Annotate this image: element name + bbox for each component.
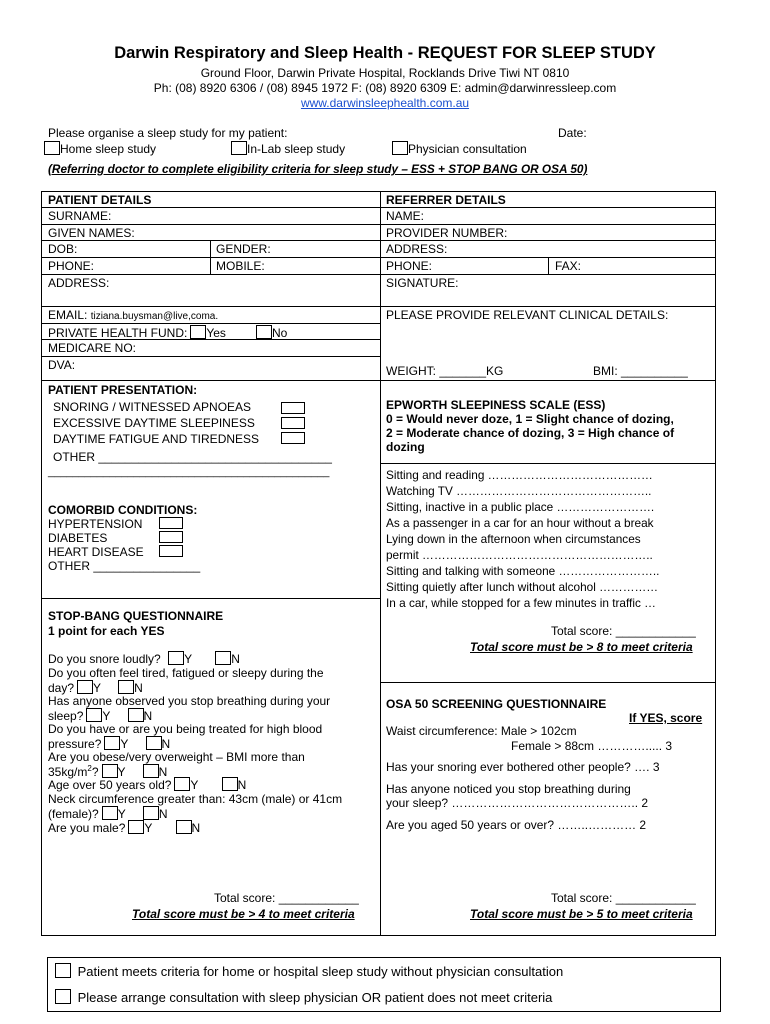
stopbang-heading: STOP-BANG QUESTIONNAIRE — [48, 609, 224, 623]
comorbid-heart-disease: HEART DISEASE — [48, 545, 144, 559]
home-study-label: Home sleep study — [60, 142, 157, 156]
ess-item: permit ………………………………………………….. — [386, 548, 653, 562]
health-fund-row — [48, 325, 287, 340]
option-physician-consultation[interactable] — [392, 141, 527, 156]
stopbang-q3-text: sleep? — [48, 709, 84, 723]
ess-item: As a passenger in a car for an hour without a break — [386, 516, 654, 530]
stopbang-q4-line1: Do you have or are you being treated for high blood — [48, 722, 323, 736]
q8-no-checkbox[interactable] — [176, 820, 192, 834]
ess-total-score-field[interactable]: Total score: ____________ — [551, 624, 696, 638]
osa-if-yes-label: If YES, score — [629, 711, 703, 725]
referrer-phone-field[interactable]: PHONE: — [386, 259, 433, 273]
no-label: N — [191, 821, 201, 835]
ess-item: Sitting quietly after lunch without alcohol …………… — [386, 580, 659, 594]
q5-no-checkbox[interactable] — [143, 764, 159, 778]
stopbang-q7-line1: Neck circumference greater than: 43cm (male) or 41cm — [48, 792, 343, 806]
referrer-name-field[interactable]: NAME: — [386, 209, 425, 223]
osa-total-score-field[interactable]: Total score: ____________ — [551, 891, 696, 905]
option-home-study[interactable] — [44, 141, 156, 156]
q4-no-checkbox[interactable] — [146, 736, 162, 750]
osa-waist-female: Female > 88cm …………..... 3 — [511, 739, 673, 753]
referral-note: (Referring doctor to complete eligibility criteria for sleep study – ESS + STOP BANG OR OSA 50) — [48, 162, 588, 176]
home-study-checkbox[interactable] — [44, 141, 60, 155]
comorbid-diabetes: DIABETES — [48, 531, 108, 545]
stopbang-q8-text: Are you male? — [48, 821, 126, 835]
clinical-details-label: PLEASE PROVIDE RELEVANT CLINICAL DETAILS: — [386, 308, 669, 322]
inlab-study-checkbox[interactable] — [231, 141, 247, 155]
email-field[interactable] — [48, 308, 218, 322]
heart-disease-checkbox[interactable] — [159, 545, 183, 557]
presentation-heading: PATIENT PRESENTATION: — [48, 383, 198, 397]
fatigue-checkbox[interactable] — [281, 432, 305, 444]
question-mark: ? — [91, 765, 99, 779]
stopbang-subheading: 1 point for each YES — [48, 624, 165, 638]
osa-q3: your sleep? ……………………………………….. 2 — [386, 796, 649, 810]
stopbang-q2 — [48, 680, 143, 695]
presentation-item-snoring: SNORING / WITNESSED APNOEAS — [53, 400, 252, 414]
yes-label: Y — [190, 778, 199, 792]
q1-no-checkbox[interactable] — [215, 651, 231, 665]
surname-field[interactable]: SURNAME: — [48, 209, 112, 223]
yes-label: Y — [144, 821, 153, 835]
request-intro: Please organise a sleep study for my patient: — [48, 126, 288, 140]
presentation-other-line: ______________________________________________ — [48, 466, 330, 478]
inlab-study-label: In-Lab sleep study — [247, 142, 346, 156]
patient-address-field[interactable]: ADDRESS: — [48, 276, 110, 290]
snoring-checkbox[interactable] — [281, 402, 305, 414]
q1-yes-checkbox[interactable] — [168, 651, 184, 665]
osa-q4: Are you aged 50 years or over? ……..………… 2 — [386, 818, 647, 832]
comorbid-heading: COMORBID CONDITIONS: — [48, 503, 198, 517]
ess-heading: EPWORTH SLEEPINESS SCALE (ESS) — [386, 398, 606, 412]
q8-yes-checkbox[interactable] — [128, 820, 144, 834]
health-fund-yes-checkbox[interactable] — [190, 325, 206, 339]
osa-criteria: Total score must be > 5 to meet criteria — [470, 907, 693, 921]
patient-phone-field[interactable]: PHONE: — [48, 259, 95, 273]
referrer-details-heading: REFERRER DETAILS — [386, 193, 506, 207]
yes-label: Y — [120, 737, 129, 751]
comorbid-other-field[interactable]: OTHER ________________ — [48, 559, 201, 573]
weight-field[interactable]: WEIGHT: _______KG — [386, 364, 504, 378]
clinic-address: Ground Floor, Darwin Private Hospital, Rocklands Drive Tiwi NT 0810 — [200, 66, 570, 80]
meets-criteria-checkbox[interactable] — [55, 963, 71, 978]
stopbang-q1 — [48, 651, 240, 666]
no-label: N — [161, 737, 171, 751]
diabetes-checkbox[interactable] — [159, 531, 183, 543]
ess-scale-line3: dozing — [386, 440, 425, 454]
yes-label: Y — [102, 709, 111, 723]
q3-yes-checkbox[interactable] — [86, 708, 102, 722]
health-fund-no-checkbox[interactable] — [256, 325, 272, 339]
yes-label: Y — [93, 681, 101, 695]
ess-item: Watching TV ………………………………………….. — [386, 484, 652, 498]
no-label: N — [158, 765, 168, 779]
health-fund-no-label: No — [271, 326, 288, 340]
option-inlab-study[interactable] — [231, 141, 345, 156]
dob-field[interactable]: DOB: — [48, 242, 78, 256]
physician-consultation-checkbox[interactable] — [392, 141, 408, 155]
stopbang-q6 — [48, 777, 246, 792]
meets-criteria-label: Patient meets criteria for home or hospital sleep study without physician consultation — [77, 964, 564, 979]
medicare-field[interactable]: MEDICARE NO: — [48, 341, 137, 355]
q4-yes-checkbox[interactable] — [104, 736, 120, 750]
patient-details-heading: PATIENT DETAILS — [48, 193, 152, 207]
dva-field[interactable]: DVA: — [48, 358, 76, 372]
mobile-field[interactable]: MOBILE: — [216, 259, 265, 273]
superscript-2: 2 — [87, 764, 92, 773]
q2-yes-checkbox[interactable] — [77, 680, 93, 694]
fax-field[interactable]: FAX: — [555, 259, 582, 273]
stopbang-q4 — [48, 736, 170, 751]
yes-label: Y — [117, 807, 126, 821]
osa-heading: OSA 50 SCREENING QUESTIONNAIRE — [386, 697, 607, 711]
q6-yes-checkbox[interactable] — [174, 777, 190, 791]
provider-number-field[interactable]: PROVIDER NUMBER: — [386, 226, 508, 240]
ess-item: Sitting and talking with someone …………………….. — [386, 564, 660, 578]
no-label: N — [134, 681, 143, 695]
referrer-address-field[interactable]: ADDRESS: — [386, 242, 448, 256]
email-value: tiziana.buysman@live,coma. — [90, 311, 219, 322]
ess-scale-line2: 2 = Moderate chance of dozing, 3 = High chance of — [386, 426, 675, 440]
website-text[interactable]: www.darwinsleephealth.com.au — [300, 96, 470, 110]
q2-no-checkbox[interactable] — [118, 680, 134, 694]
given-names-field[interactable]: GIVEN NAMES: — [48, 226, 135, 240]
ess-item: Sitting and reading …………………………………… — [386, 468, 653, 482]
footer-option-arrange-consultation[interactable] — [55, 989, 552, 1005]
no-label: N — [158, 807, 168, 821]
presentation-item-fatigue: DAYTIME FATIGUE AND TIREDNESS — [53, 432, 260, 446]
hypertension-checkbox[interactable] — [159, 517, 183, 529]
yes-label: Y — [117, 765, 126, 779]
no-label: N — [237, 778, 247, 792]
ess-criteria: Total score must be > 8 to meet criteria — [470, 640, 693, 654]
stopbang-q1-text: Do you snore loudly? — [48, 652, 161, 666]
q5-yes-checkbox[interactable] — [102, 764, 118, 778]
stopbang-criteria: Total score must be > 4 to meet criteria — [132, 907, 355, 921]
q7-no-checkbox[interactable] — [143, 806, 159, 820]
clinic-contact: Ph: (08) 8920 6306 / (08) 8945 1972 F: (08) 8920 6309 E: admin@darwinressleep.com — [153, 81, 617, 95]
health-fund-yes-label: Yes — [206, 326, 226, 340]
no-label: N — [143, 709, 153, 723]
no-label: N — [231, 652, 240, 666]
date-label: Date: — [558, 126, 587, 140]
yes-label: Y — [184, 652, 192, 666]
ess-item: Lying down in the afternoon when circumstances — [386, 532, 641, 546]
clinic-website-link[interactable] — [0, 96, 770, 110]
osa-q2: Has your snoring ever bothered other people? …. 3 — [386, 760, 660, 774]
osa-waist: Waist circumference: Male > 102cm — [386, 724, 577, 738]
comorbid-hypertension: HYPERTENSION — [48, 517, 143, 531]
email-label: EMAIL: — [48, 308, 88, 322]
sleepiness-checkbox[interactable] — [281, 417, 305, 429]
ess-item: Sitting, inactive in a public place ……………………. — [386, 500, 655, 514]
bmi-field[interactable]: BMI: __________ — [593, 364, 688, 378]
stopbang-q3 — [48, 708, 152, 723]
presentation-other-field[interactable]: OTHER ___________________________________ — [53, 450, 332, 464]
presentation-item-sleepiness: EXCESSIVE DAYTIME SLEEPINESS — [53, 416, 255, 430]
osa-q3-line1: Has anyone noticed you stop breathing during — [386, 782, 631, 796]
gender-field[interactable]: GENDER: — [216, 242, 271, 256]
q3-no-checkbox[interactable] — [128, 708, 144, 722]
stopbang-q2-line1: Do you often feel tired, fatigued or sleepy during the — [48, 666, 324, 680]
stopbang-q5-text: 35kg/m — [48, 765, 88, 779]
stopbang-q6-text: Age over 50 years old? — [48, 778, 172, 792]
footer-option-meets-criteria[interactable] — [55, 963, 563, 979]
q6-no-checkbox[interactable] — [222, 777, 238, 791]
stopbang-q8 — [48, 820, 200, 835]
stopbang-q3-line1: Has anyone observed you stop breathing during your — [48, 694, 331, 708]
stopbang-total-score-field[interactable]: Total score: ____________ — [214, 891, 359, 905]
arrange-consultation-checkbox[interactable] — [55, 989, 71, 1004]
stopbang-q7 — [48, 806, 168, 821]
ess-scale-line1: 0 = Would never doze, 1 = Slight chance of dozing, — [386, 412, 674, 426]
arrange-consultation-label: Please arrange consultation with sleep physician OR patient does not meet criteria — [77, 990, 553, 1005]
signature-field[interactable]: SIGNATURE: — [386, 276, 459, 290]
q7-yes-checkbox[interactable] — [102, 806, 118, 820]
physician-consultation-label: Physician consultation — [408, 142, 527, 156]
stopbang-q7-text: (female)? — [48, 807, 99, 821]
ess-item: In a car, while stopped for a few minutes in traffic … — [386, 596, 656, 610]
stopbang-q5-line1: Are you obese/very overweight – BMI more than — [48, 750, 305, 764]
stopbang-q4-text: pressure? — [48, 737, 102, 751]
stopbang-q2-text: day? — [48, 681, 75, 695]
health-fund-label: PRIVATE HEALTH FUND: — [48, 326, 188, 340]
page-title: Darwin Respiratory and Sleep Health - REQUEST FOR SLEEP STUDY — [114, 44, 656, 62]
